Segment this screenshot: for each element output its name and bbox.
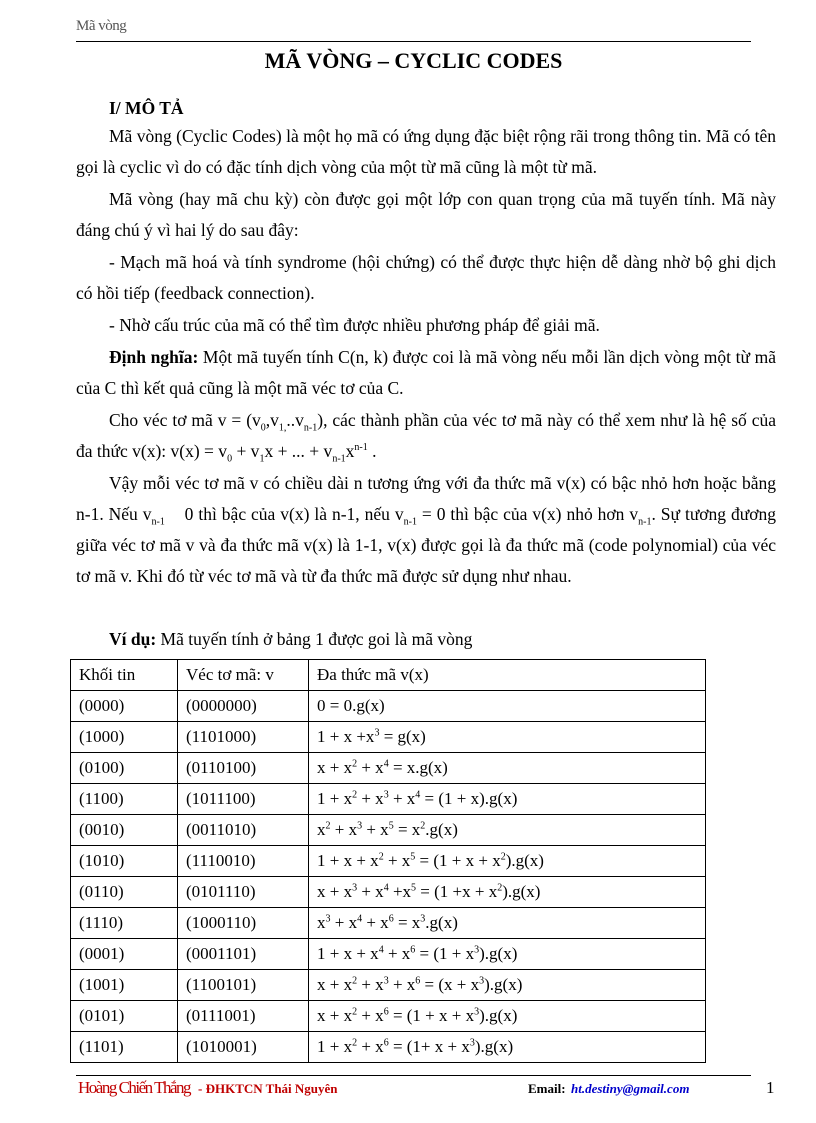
- page-number: 1: [766, 1078, 775, 1097]
- info-block-cell: (1010): [71, 846, 178, 877]
- codeword-cell: (1011100): [178, 784, 309, 815]
- column-header: Khối tin: [71, 660, 178, 691]
- polynomial-cell: $x^2 + x^3 + x^5 = x^2.g(x)$: [309, 815, 706, 846]
- footer-school: - ĐHKTCN Thái Nguyên: [198, 1081, 338, 1096]
- info-block-cell: (0100): [71, 753, 178, 784]
- definition-label: Định nghĩa:: [109, 347, 199, 367]
- page-title: MÃ VÒNG – CYCLIC CODES: [264, 48, 563, 73]
- table-row: [71, 846, 706, 877]
- paragraph-intro: Mã vòng (Cyclic Codes) là một họ mã có ứng dụng đặc biệt rộng rãi trong thông tin. Mã có tên gọi là cyclic vì do có đặc tính dịch vòng của một từ mã cũng là một từ mã.: [76, 126, 776, 177]
- header-divider: [76, 41, 751, 42]
- footer-author: Hoàng Chiến Thắng: [78, 1078, 191, 1097]
- codeword-cell: (0111001): [178, 1001, 309, 1032]
- column-header: Véc tơ mã: v: [178, 660, 309, 691]
- info-block-cell: (0101): [71, 1001, 178, 1032]
- cyclic-code-table: [70, 659, 706, 1063]
- codeword-cell: (0000000): [178, 691, 309, 722]
- definition-text: Một mã tuyến tính C(n, k) được coi là mã vòng nếu mỗi lần dịch vòng một từ mã của C thì kết quả cũng là một mã véc tơ của C.: [76, 347, 777, 398]
- codeword-cell: (0011010): [178, 815, 309, 846]
- table-row: [71, 691, 706, 722]
- column-header: Đa thức mã v(x): [309, 660, 706, 691]
- polynomial-cell: $1 + x^2 + x^6 = (1+ x + x^3).g(x)$: [309, 1032, 706, 1063]
- paragraph-degree: Vậy mỗi véc tơ mã v có chiều dài n tương ứng với đa thức mã v(x) có bậc nhỏ hơn hoặc bằng n-1. Nếu $v_{n-1}$ 0 thì bậc của v(x) là n-1, nếu $v_{n-1} = 0$ thì bậc của v(x) nhỏ hơn $v_{n-1}$. Sự tương đương giữa véc tơ mã v và đa thức mã v(x) là 1-1, v(x) được gọi là đa thức mã (code polynomial) của véc tơ mã v. Khi đó từ véc tơ mã và từ đa thức mã được sử dụng như nhau.: [76, 473, 776, 586]
- polynomial-cell: $1 + x + x^2 + x^5 = (1 + x + x^2).g(x)$: [309, 846, 706, 877]
- polynomial-cell: $x^3 + x^4 + x^6 = x^3.g(x)$: [309, 908, 706, 939]
- info-block-cell: (1100): [71, 784, 178, 815]
- codeword-cell: (0110100): [178, 753, 309, 784]
- info-block-cell: (0001): [71, 939, 178, 970]
- table-row: [71, 753, 706, 784]
- footer-email-label: Email:: [528, 1081, 566, 1096]
- running-header: Mã vòng: [76, 18, 127, 34]
- polynomial-cell: 0 = 0.g(x): [309, 691, 706, 722]
- codeword-cell: (1110010): [178, 846, 309, 877]
- codeword-cell: (1100101): [178, 970, 309, 1001]
- footer-email-link[interactable]: ht.destiny@gmail.com: [571, 1081, 690, 1096]
- polynomial-cell: $x + x^3 + x^4 +x^5 = (1 +x + x^2).g(x)$: [309, 877, 706, 908]
- codeword-cell: (0001101): [178, 939, 309, 970]
- footer-divider: [76, 1075, 751, 1076]
- table-row: [71, 1032, 706, 1063]
- codeword-cell: (0101110): [178, 877, 309, 908]
- table-row: [71, 784, 706, 815]
- paragraph-vector: Cho véc tơ mã $v = (v_0,v_{1,}..v_{n-1})$, các thành phần của véc tơ mã này có thể xem như là hệ số của đa thức v(x): $v(x) = v_0 + v_1x$ + ... + $v_{n-1}x^{n-1}$ .: [76, 410, 776, 465]
- table-row: [71, 908, 706, 939]
- polynomial-cell: $x + x^2 + x^3 + x^6 = (x + x^3).g(x)$: [309, 970, 706, 1001]
- table-header-row: [71, 660, 706, 691]
- info-block-cell: (1000): [71, 722, 178, 753]
- table-row: [71, 815, 706, 846]
- section-heading: I/ MÔ TẢ: [109, 98, 184, 118]
- example-text: Mã tuyến tính ở bảng 1 được goi là mã vòng: [156, 629, 473, 649]
- paragraph-reason-1: - Mạch mã hoá và tính syndrome (hội chứng) có thể được thực hiện dễ dàng nhờ bộ ghi dịch có hồi tiếp (feedback connection).: [76, 252, 776, 303]
- polynomial-cell: $x + x^2 + x^6 = (1 + x + x^3).g(x)$: [309, 1001, 706, 1032]
- table-row: [71, 970, 706, 1001]
- polynomial-cell: $1 + x + x^4 + x^6 = (1 + x^3).g(x)$: [309, 939, 706, 970]
- example-label: Ví dụ:: [109, 629, 157, 649]
- paragraph-reason-2: - Nhờ cấu trúc của mã có thể tìm được nhiều phương pháp để giải mã.: [109, 315, 600, 335]
- info-block-cell: (1001): [71, 970, 178, 1001]
- paragraph-example: [76, 624, 776, 655]
- paragraph-subclass: Mã vòng (hay mã chu kỳ) còn được gọi một lớp con quan trọng của mã tuyến tính. Mã này đáng chú ý vì hai lý do sau đây:: [76, 189, 776, 240]
- paragraph-definition: [76, 342, 776, 404]
- table-row: [71, 877, 706, 908]
- table-row: [71, 722, 706, 753]
- table-row: [71, 1001, 706, 1032]
- codeword-cell: (1000110): [178, 908, 309, 939]
- polynomial-cell: $1 + x +x^3 = g(x)$: [309, 722, 706, 753]
- info-block-cell: (1110): [71, 908, 178, 939]
- polynomial-cell: $1 + x^2 + x^3 + x^4 = (1 + x).g(x)$: [309, 784, 706, 815]
- info-block-cell: (0110): [71, 877, 178, 908]
- info-block-cell: (0010): [71, 815, 178, 846]
- table-row: [71, 939, 706, 970]
- info-block-cell: (1101): [71, 1032, 178, 1063]
- info-block-cell: (0000): [71, 691, 178, 722]
- codeword-cell: (1101000): [178, 722, 309, 753]
- polynomial-cell: $x + x^2 + x^4 = x.g(x)$: [309, 753, 706, 784]
- codeword-cell: (1010001): [178, 1032, 309, 1063]
